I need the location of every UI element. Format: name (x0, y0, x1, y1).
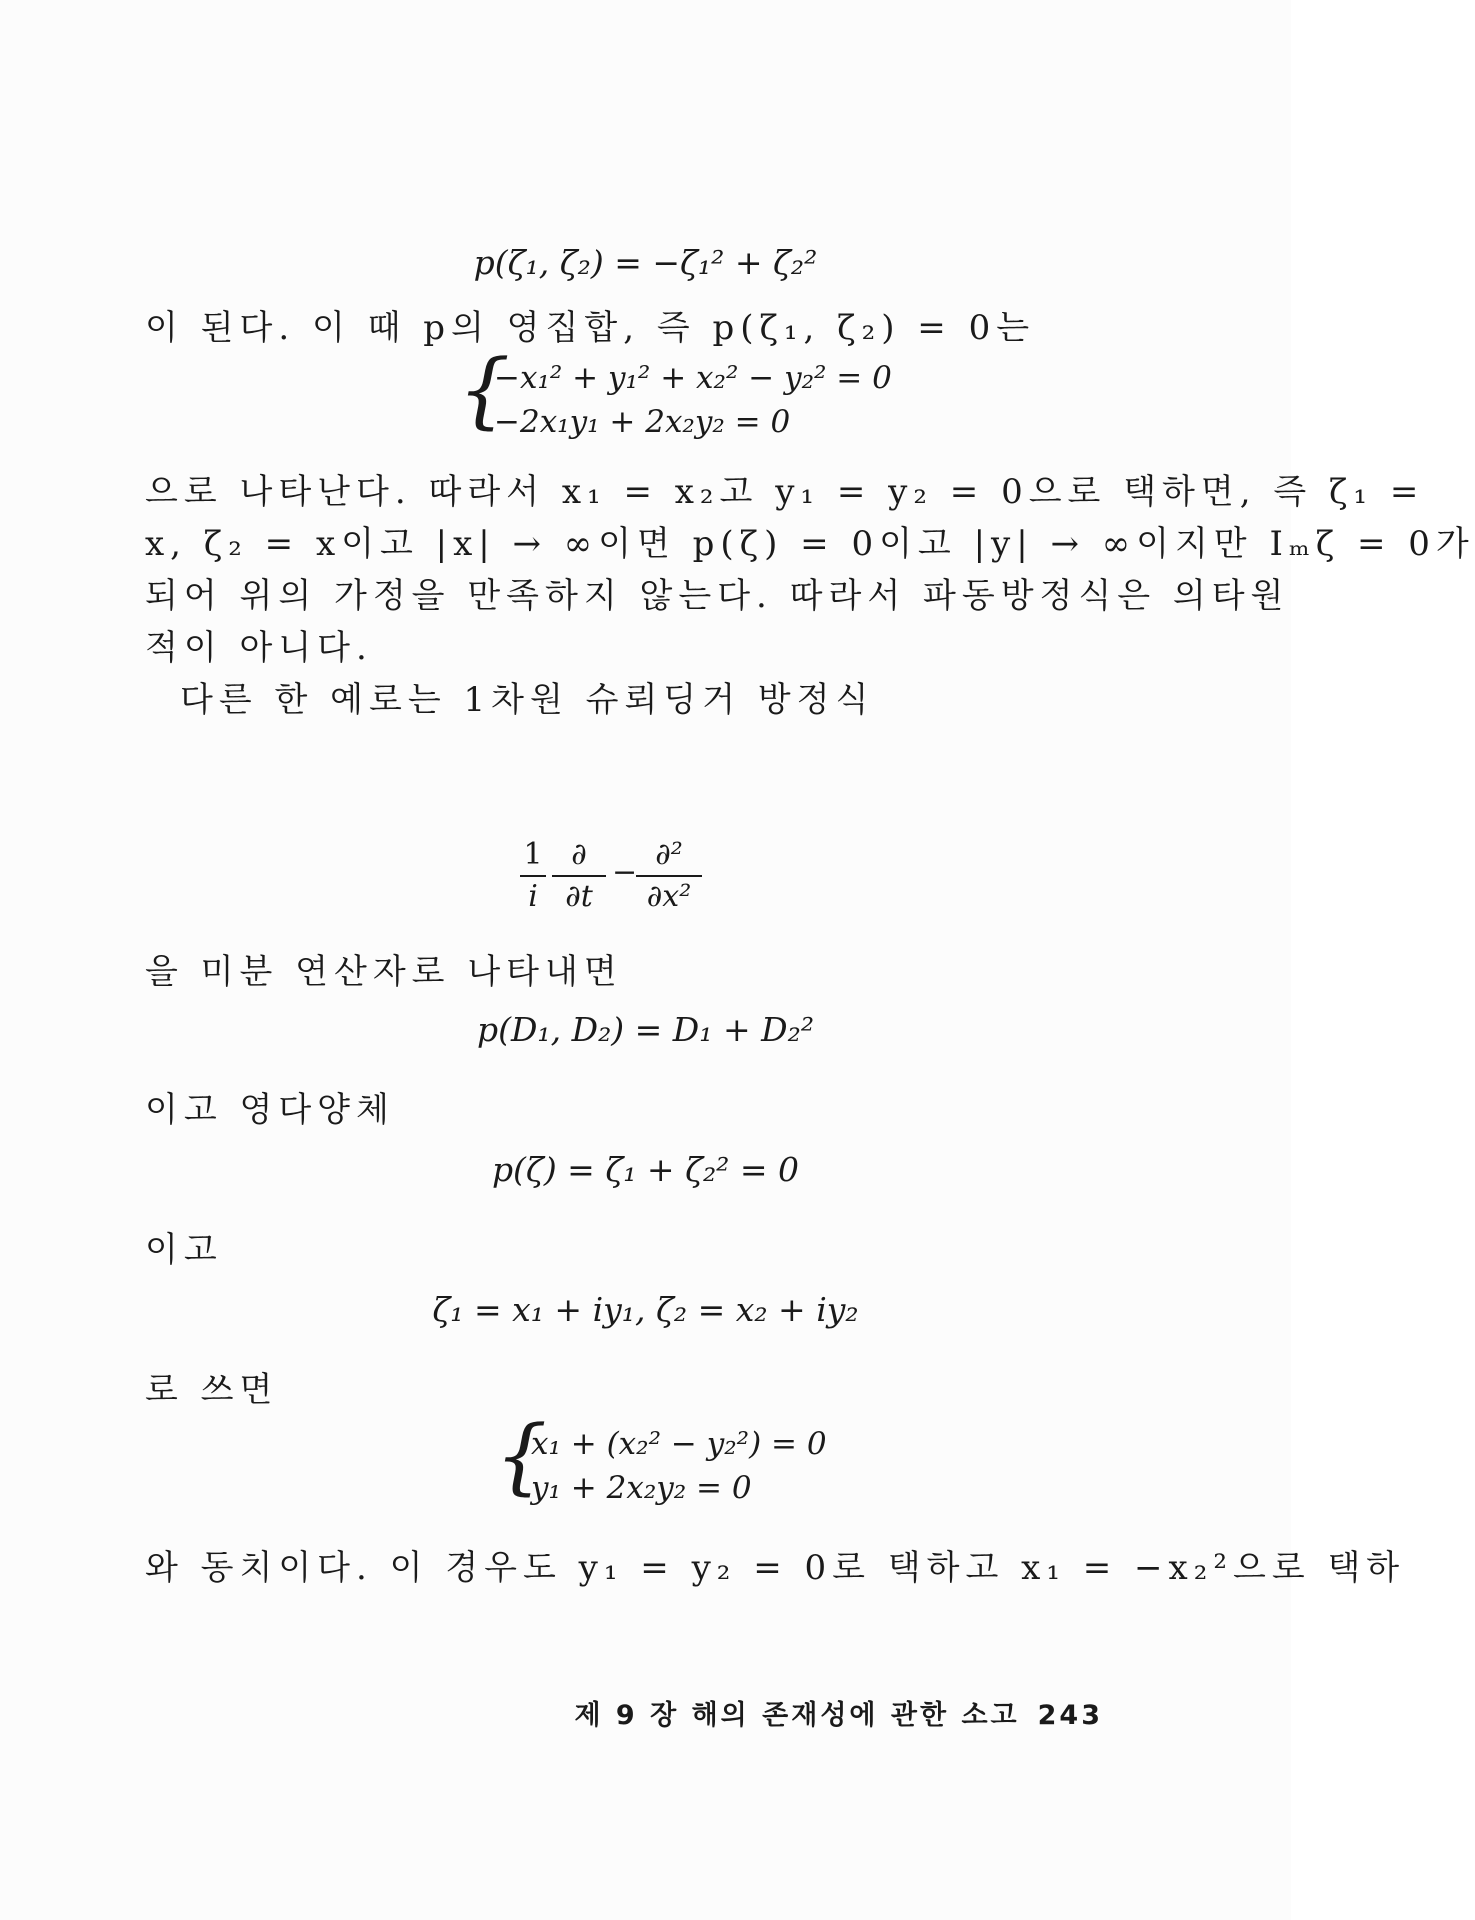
text-line-7: 을 미분 연산자로 나타내면 (145, 952, 623, 992)
system-1-line-1: −x₁² + y₁² + x₂² − y₂² = 0 (494, 360, 892, 396)
fraction-2-numerator: ∂ (571, 837, 587, 872)
text-line-11: 와 동치이다. 이 경우도 y₁ = y₂ = 0로 택하고 x₁ = −x₂²으로 택하 (145, 1548, 1406, 1588)
text-line-4: 되어 위의 가정을 만족하지 않는다. 따라서 파동방정식은 의타원 (145, 576, 1290, 616)
operator-minus: − (612, 855, 638, 890)
text-line-3: x, ζ₂ = x이고 |x| → ∞이면 p(ζ) = 0이고 |y| → ∞이지만 Iₘζ = 0가 (145, 524, 1475, 564)
fraction-1-numerator: 1 (523, 837, 543, 872)
fraction-d2-dx2 (636, 835, 702, 917)
page-number: 243 (1037, 1700, 1103, 1731)
fraction-3-denominator: ∂x² (646, 879, 692, 914)
left-brace-icon: { (495, 1409, 548, 1504)
page-footer (574, 1693, 1103, 1732)
equation-system-1 (458, 343, 892, 444)
text-line-6: 다른 한 예로는 1차원 슈뢰딩거 방정식 (180, 680, 875, 720)
equation-zero-variety: p(ζ) = ζ₁ + ζ₂² = 0 (491, 1150, 800, 1189)
fraction-d-dt (552, 835, 606, 917)
equation-p-d: p(D₁, D₂) = D₁ + D₂² (476, 1010, 815, 1049)
text-line-1: 이 된다. 이 때 p의 영집합, 즉 p(ζ₁, ζ₂) = 0는 (145, 308, 1036, 348)
left-brace-icon: { (458, 343, 511, 438)
equation-zeta-components: ζ₁ = x₁ + iy₁, ζ₂ = x₂ + iy₂ (432, 1290, 859, 1329)
fraction-3-numerator: ∂² (655, 837, 683, 872)
text-line-5: 적이 아니다. (145, 628, 373, 668)
fraction-2-denominator: ∂t (565, 879, 593, 914)
equation-system-2 (495, 1409, 827, 1510)
chapter-title: 제 9 장 해의 존재성에 관한 소고 (574, 1700, 1020, 1731)
system-2-line-1: x₁ + (x₂² − y₂²) = 0 (531, 1426, 827, 1462)
text-line-9: 이고 (145, 1230, 223, 1270)
system-1-line-2: −2x₁y₁ + 2x₂y₂ = 0 (494, 404, 791, 440)
text-line-2: 으로 나타난다. 따라서 x₁ = x₂고 y₁ = y₂ = 0으로 택하면, 즉 ζ₁ = (145, 472, 1425, 512)
text-line-10: 로 쓰면 (145, 1370, 279, 1410)
fraction-1-denominator: i (528, 879, 538, 914)
system-2-line-2: y₁ + 2x₂y₂ = 0 (531, 1470, 752, 1506)
fraction-1-over-i (520, 835, 546, 917)
text-line-8: 이고 영다양체 (145, 1090, 395, 1130)
equation-p-zeta: p(ζ₁, ζ₂) = −ζ₁² + ζ₂² (473, 243, 818, 282)
